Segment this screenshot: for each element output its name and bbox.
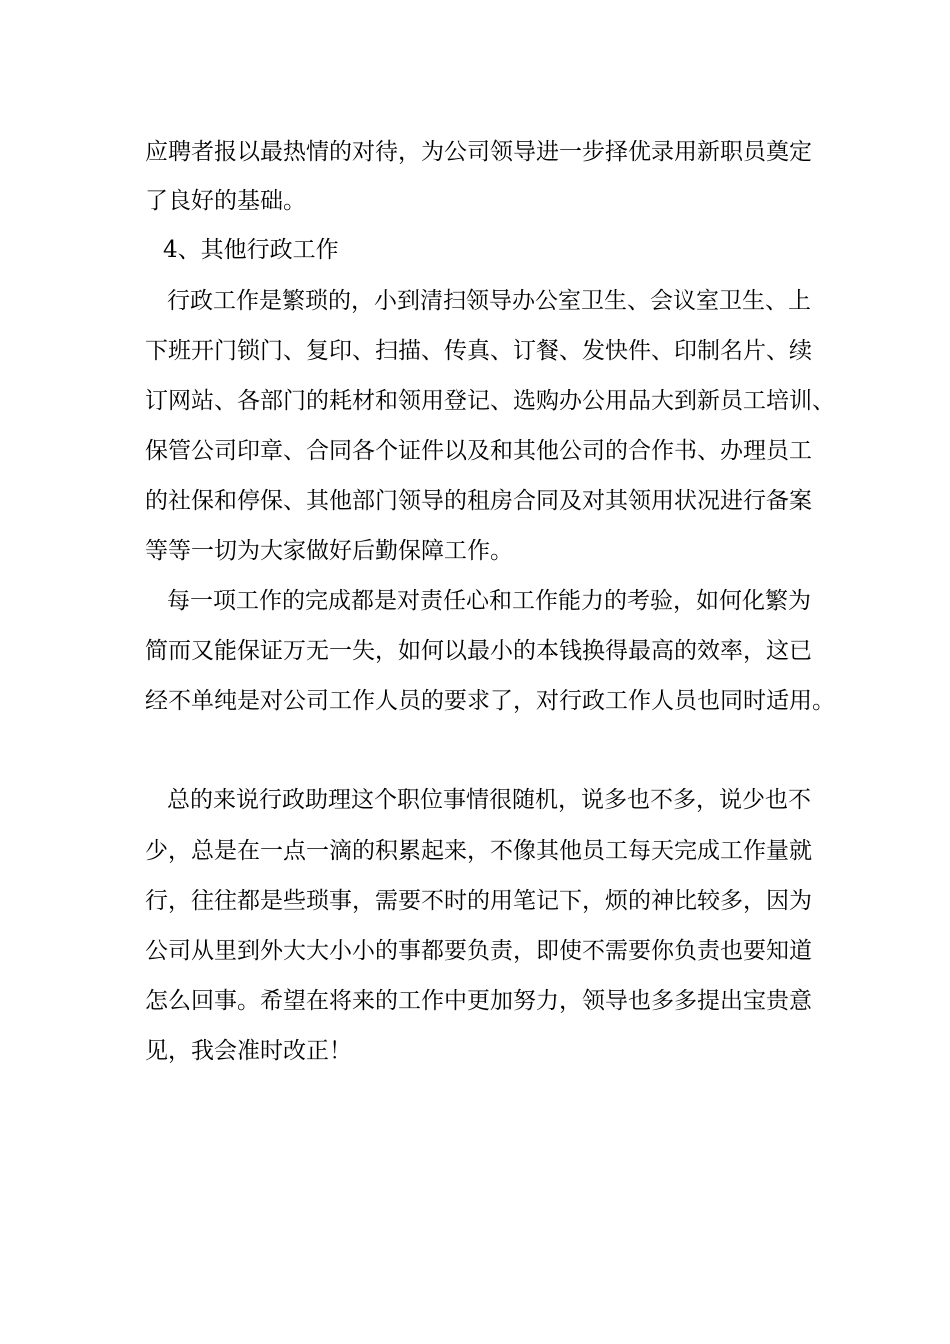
text-line: 每一项工作的完成都是对责任心和工作能力的考验，如何化繁为 [167, 588, 811, 614]
text-line: 简而又能保证万无一失，如何以最小的本钱换得最高的效率，这已 [145, 638, 812, 664]
text-line: 总的来说行政助理这个职位事情很随机，说多也不多，说少也不 [167, 787, 811, 813]
text-line: 应聘者报以最热情的对待，为公司领导进一步择优录用新职员奠定 [145, 139, 812, 165]
text-line: 行，往往都是些琐事，需要不时的用笔记下，烦的神比较多，因为 [145, 888, 812, 914]
text-line: 经不单纯是对公司工作人员的要求了，对行政工作人员也同时适用。 [145, 688, 835, 714]
section-heading: 4、其他行政工作 [163, 237, 339, 263]
text-line: 订网站、各部门的耗材和领用登记、选购办公用品大到新员工培训、 [145, 388, 835, 414]
text-line: 见，我会准时改正！ [145, 1038, 352, 1064]
text-line: 等等一切为大家做好后勤保障工作。 [145, 538, 513, 564]
text-line: 少，总是在一点一滴的积累起来，不像其他员工每天完成工作量就 [145, 838, 812, 864]
text-line: 公司从里到外大大小小的事都要负责，即使不需要你负责也要知道 [145, 938, 812, 964]
text-line: 了良好的基础。 [145, 188, 306, 214]
text-line: 怎么回事。希望在将来的工作中更加努力，领导也多多提出宝贵意 [145, 988, 812, 1014]
text-line: 的社保和停保、其他部门领导的租房合同及对其领用状况进行备案 [145, 488, 812, 514]
text-line: 保管公司印章、合同各个证件以及和其他公司的合作书、办理员工 [145, 438, 812, 464]
text-line: 下班开门锁门、复印、扫描、传真、订餐、发快件、印制名片、续 [145, 338, 812, 364]
text-line: 行政工作是繁琐的，小到清扫领导办公室卫生、会议室卫生、上 [167, 288, 811, 314]
